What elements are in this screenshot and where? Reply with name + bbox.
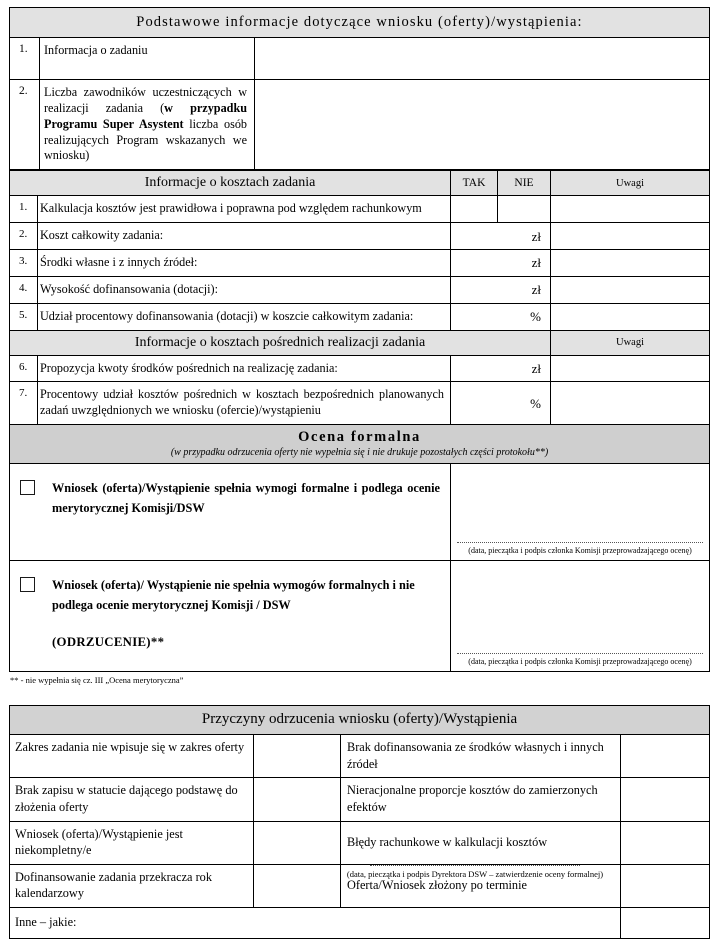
- signature-line: [370, 865, 580, 866]
- column-header-nie: NIE: [498, 171, 551, 196]
- formal-assessment-option-row: [10, 561, 710, 672]
- table-row: [10, 276, 710, 303]
- table-row: [10, 303, 710, 330]
- row-label: Środki własne i z innych źródeł:: [38, 250, 451, 277]
- table-header-row: [10, 330, 710, 355]
- rejection-reasons-header: Przyczyny odrzucenia wniosku (oferty)/Wystąpienia: [10, 706, 710, 735]
- footnote: ** - nie wypełnia się cz. III „Ocena merytoryczna”: [10, 675, 184, 686]
- other-reason-checkbox[interactable]: [621, 907, 710, 938]
- reason-label-right: Błędy rachunkowe w kalkulacji kosztów: [341, 821, 621, 864]
- row-label: Udział procentowy dofinansowania (dotacji) w koszcie całkowitym zadania:: [38, 303, 451, 330]
- option-accept-cell[interactable]: [10, 464, 451, 561]
- table-row: [10, 38, 710, 80]
- table-row: [10, 778, 710, 821]
- checkbox-accept[interactable]: [20, 480, 35, 495]
- row-number: 2.: [10, 80, 40, 170]
- option-reject-text: Wniosek (oferta)/ Wystąpienie nie spełnia wymogów formalnych i nie podlega ocenie merytorycznej Komisji / DSW: [52, 578, 415, 613]
- table-row: [10, 907, 710, 938]
- nie-checkbox-cell[interactable]: [498, 196, 551, 223]
- row-label: Kalkulacja kosztów jest prawidłowa i poprawna pod względem rachunkowym: [38, 196, 451, 223]
- signature-caption: (data, pieczątka i podpis członka Komisji przeprowadzającego ocenę): [468, 656, 692, 666]
- table-row: [10, 735, 710, 778]
- reason-checkbox-left[interactable]: [254, 778, 341, 821]
- table-header-row: [10, 171, 710, 196]
- reason-checkbox-right[interactable]: [621, 778, 710, 821]
- row-number: 4.: [10, 276, 38, 303]
- signature-area-accept[interactable]: [451, 464, 710, 561]
- uwagi-cell[interactable]: [551, 276, 710, 303]
- uwagi-cell[interactable]: [551, 382, 710, 425]
- formal-assessment-header: [10, 425, 710, 464]
- uwagi-cell[interactable]: [551, 355, 710, 382]
- option-reject-cell[interactable]: [10, 561, 451, 672]
- row-number: 1.: [10, 38, 40, 80]
- formal-assessment-option-row: [10, 464, 710, 561]
- other-reason-label: Inne – jakie:: [10, 907, 621, 938]
- cost-information-table: [9, 170, 710, 672]
- option-reject-emphasis: (ODRZUCENIE)**: [52, 634, 165, 649]
- reason-checkbox-right[interactable]: [621, 735, 710, 778]
- label-text-part2: liczba osób realizujących Program wskazanych we wniosku): [44, 116, 248, 163]
- table-row: [10, 223, 710, 250]
- table-row: [10, 196, 710, 223]
- row-value-input[interactable]: [255, 80, 710, 170]
- row-number: 7.: [10, 382, 38, 425]
- amount-input-percent[interactable]: %: [451, 303, 551, 330]
- director-signature-area: [280, 865, 670, 879]
- column-header-uwagi: Uwagi: [551, 171, 710, 196]
- column-header-uwagi: Uwagi: [551, 330, 710, 355]
- amount-input-zl[interactable]: zł: [451, 276, 551, 303]
- basic-information-header: Podstawowe informacje dotyczące wniosku (oferty)/wystąpienia:: [10, 8, 710, 38]
- option-accept-label: Wniosek (oferta)/Wystąpienie spełnia wymogi formalne i podlega ocenie merytorycznej Komisji/DSW: [52, 481, 441, 516]
- reason-label-left: Brak zapisu w statucie dającego podstawę do złożenia oferty: [10, 778, 254, 821]
- indirect-costs-header: Informacje o kosztach pośrednich realizacji zadania: [10, 330, 551, 355]
- uwagi-cell[interactable]: [551, 223, 710, 250]
- table-header-row: [10, 706, 710, 735]
- reason-label-left: Wniosek (oferta)/Wystąpienie jest niekompletny/e: [10, 821, 254, 864]
- row-label: Propozycja kwoty środków pośrednich na realizację zadania:: [38, 355, 451, 382]
- section-spacer: [9, 685, 709, 705]
- column-header-tak: TAK: [451, 171, 498, 196]
- reason-label-right: Nieracjonalne proporcje kosztów do zamierzonych efektów: [341, 778, 621, 821]
- reason-label-right: Oferta/Wniosek złożony po terminie: [341, 864, 621, 907]
- reason-checkbox-left[interactable]: [254, 821, 341, 864]
- reason-checkbox-right[interactable]: [621, 821, 710, 864]
- signature-area-reject[interactable]: [451, 561, 710, 672]
- row-label: Wysokość dofinansowania (dotacji):: [38, 276, 451, 303]
- table-header-row: [10, 425, 710, 464]
- label-text-part1: Liczba zawodników uczestniczących w realizacji zadania (: [44, 85, 247, 115]
- table-row: [10, 250, 710, 277]
- table-row: [10, 821, 710, 864]
- reason-label-left: Dofinansowanie zadania przekracza rok kalendarzowy: [10, 864, 254, 907]
- row-number: 2.: [10, 223, 38, 250]
- checkbox-reject[interactable]: [20, 577, 35, 592]
- table-row: [10, 355, 710, 382]
- rejection-reasons-table: [9, 705, 710, 939]
- row-label: Informacja o zadaniu: [40, 38, 255, 80]
- signature-caption: (data, pieczątka i podpis członka Komisji przeprowadzającego ocenę): [468, 545, 692, 555]
- row-number: 6.: [10, 355, 38, 382]
- uwagi-cell[interactable]: [551, 196, 710, 223]
- row-value-input[interactable]: [255, 38, 710, 80]
- amount-input-zl[interactable]: zł: [451, 355, 551, 382]
- row-label: [40, 80, 255, 170]
- amount-input-percent[interactable]: %: [451, 382, 551, 425]
- formal-assessment-note: (w przypadku odrzucenia oferty nie wypełnia się i nie drukuje pozostałych części protokołu**): [170, 447, 549, 459]
- label-text-bold: w przypadku Programu Super Asystent: [44, 100, 247, 131]
- amount-input-zl[interactable]: zł: [451, 250, 551, 277]
- uwagi-cell[interactable]: [551, 303, 710, 330]
- option-reject-label: [52, 575, 440, 653]
- row-number: 3.: [10, 250, 38, 277]
- uwagi-cell[interactable]: [551, 250, 710, 277]
- director-signature-caption: (data, pieczątka i podpis Dyrektora DSW – zatwierdzenie oceny formalnej): [346, 868, 604, 879]
- row-number: 1.: [10, 196, 38, 223]
- table-header-row: [10, 8, 710, 38]
- row-label: Procentowy udział kosztów pośrednich w kosztach bezpośrednich planowanych zadań uwzględnionych we wniosku (ofercie)/wystąpieniu: [38, 382, 451, 425]
- row-number: 5.: [10, 303, 38, 330]
- cost-information-header: Informacje o kosztach zadania: [10, 171, 451, 196]
- basic-information-table: [9, 7, 710, 170]
- table-row: [10, 80, 710, 170]
- reason-checkbox-left[interactable]: [254, 735, 341, 778]
- table-row: [10, 382, 710, 425]
- reason-label-right: Brak dofinansowania ze środków własnych i innych źródeł: [341, 735, 621, 778]
- row-label: Koszt całkowity zadania:: [38, 223, 451, 250]
- signature-line: [457, 653, 703, 654]
- signature-line: [457, 542, 703, 543]
- formal-assessment-title: Ocena formalna: [298, 429, 421, 446]
- reason-label-left: Zakres zadania nie wpisuje się w zakres oferty: [10, 735, 254, 778]
- tak-checkbox-cell[interactable]: [451, 196, 498, 223]
- amount-input-zl[interactable]: zł: [451, 223, 551, 250]
